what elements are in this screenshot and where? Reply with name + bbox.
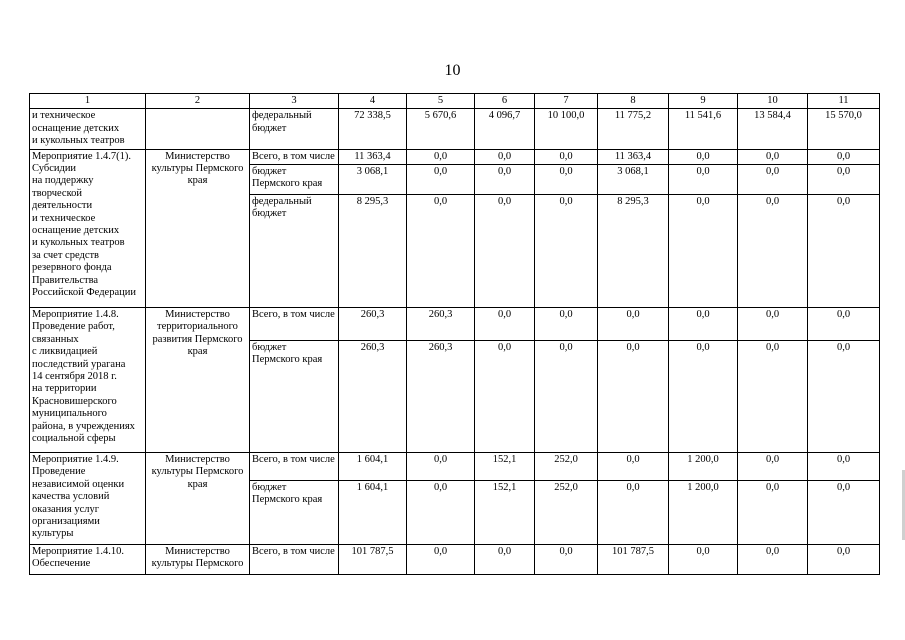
column-number: 4: [339, 94, 407, 109]
amount-cell: 0,0: [535, 195, 598, 308]
table-row: [30, 453, 880, 481]
amount-cell: 0,0: [475, 149, 535, 164]
amount-cell: 0,0: [808, 308, 880, 341]
amount-cell: 260,3: [407, 308, 475, 341]
amount-cell: 0,0: [669, 308, 738, 341]
column-number-row: [30, 94, 880, 109]
amount-cell: 1 200,0: [669, 453, 738, 481]
amount-cell: 0,0: [535, 341, 598, 453]
funding-source-cell: Всего, в том числе: [250, 545, 339, 575]
amount-cell: 0,0: [738, 481, 808, 545]
amount-cell: 0,0: [738, 149, 808, 164]
amount-cell: 0,0: [598, 308, 669, 341]
amount-cell: 152,1: [475, 481, 535, 545]
budget-table: [29, 93, 880, 575]
amount-cell: 0,0: [669, 195, 738, 308]
page-number: 10: [444, 62, 461, 79]
amount-cell: 10 100,0: [535, 109, 598, 149]
amount-cell: 0,0: [475, 308, 535, 341]
amount-cell: 0,0: [669, 165, 738, 195]
amount-cell: 0,0: [738, 308, 808, 341]
amount-cell: 0,0: [598, 341, 669, 453]
amount-cell: 0,0: [598, 481, 669, 545]
amount-cell: 0,0: [475, 195, 535, 308]
column-number: 6: [475, 94, 535, 109]
column-number: 3: [250, 94, 339, 109]
executor-cell: Министерство территориального развития Пермского края: [146, 308, 250, 453]
column-number: 10: [738, 94, 808, 109]
amount-cell: 0,0: [738, 341, 808, 453]
amount-cell: 5 670,6: [407, 109, 475, 149]
table-row: [30, 109, 880, 149]
amount-cell: 0,0: [738, 453, 808, 481]
amount-cell: 4 096,7: [475, 109, 535, 149]
column-number: 7: [535, 94, 598, 109]
amount-cell: 0,0: [669, 545, 738, 575]
amount-cell: 0,0: [808, 165, 880, 195]
amount-cell: 260,3: [407, 341, 475, 453]
amount-cell: 0,0: [669, 341, 738, 453]
amount-cell: 0,0: [808, 481, 880, 545]
table-row: [30, 308, 880, 341]
table-row: [30, 545, 880, 575]
funding-source-cell: Всего, в том числе: [250, 453, 339, 481]
amount-cell: 8 295,3: [598, 195, 669, 308]
column-number: 1: [30, 94, 146, 109]
amount-cell: 252,0: [535, 453, 598, 481]
amount-cell: 1 604,1: [339, 481, 407, 545]
executor-cell: Министерство культуры Пермского: [146, 545, 250, 575]
amount-cell: 0,0: [669, 149, 738, 164]
executor-cell: [146, 109, 250, 149]
activity-cell: Мероприятие 1.4.8. Проведение работ, связанных с ликвидацией последствий урагана 14 сентября 2018 г. на территории Красновишерского муниципального района, в учреждениях социальной сферы: [30, 308, 146, 453]
amount-cell: 11 775,2: [598, 109, 669, 149]
amount-cell: 0,0: [535, 308, 598, 341]
column-number: 5: [407, 94, 475, 109]
amount-cell: 1 604,1: [339, 453, 407, 481]
amount-cell: 0,0: [407, 545, 475, 575]
funding-source-cell: Всего, в том числе: [250, 308, 339, 341]
amount-cell: 252,0: [535, 481, 598, 545]
amount-cell: 0,0: [808, 341, 880, 453]
amount-cell: 3 068,1: [339, 165, 407, 195]
column-number: 9: [669, 94, 738, 109]
amount-cell: 260,3: [339, 308, 407, 341]
amount-cell: 0,0: [407, 165, 475, 195]
amount-cell: 0,0: [475, 165, 535, 195]
amount-cell: 11 541,6: [669, 109, 738, 149]
funding-source-cell: Всего, в том числе: [250, 149, 339, 164]
amount-cell: 0,0: [407, 195, 475, 308]
amount-cell: 0,0: [535, 149, 598, 164]
amount-cell: 15 570,0: [808, 109, 880, 149]
amount-cell: 0,0: [475, 341, 535, 453]
funding-source-cell: бюджет Пермского края: [250, 165, 339, 195]
amount-cell: 0,0: [407, 453, 475, 481]
amount-cell: 260,3: [339, 341, 407, 453]
amount-cell: 101 787,5: [598, 545, 669, 575]
amount-cell: 0,0: [535, 545, 598, 575]
executor-cell: Министерство культуры Пермского края: [146, 453, 250, 545]
executor-cell: Министерство культуры Пермского края: [146, 149, 250, 307]
amount-cell: 0,0: [808, 545, 880, 575]
amount-cell: 0,0: [738, 165, 808, 195]
amount-cell: 3 068,1: [598, 165, 669, 195]
amount-cell: 0,0: [535, 165, 598, 195]
column-number: 8: [598, 94, 669, 109]
amount-cell: 152,1: [475, 453, 535, 481]
funding-source-cell: бюджет Пермского края: [250, 481, 339, 545]
amount-cell: 0,0: [475, 545, 535, 575]
amount-cell: 0,0: [598, 453, 669, 481]
funding-source-cell: федеральный бюджет: [250, 195, 339, 308]
activity-cell: Мероприятие 1.4.10. Обеспечение: [30, 545, 146, 575]
amount-cell: 0,0: [808, 149, 880, 164]
column-number: 2: [146, 94, 250, 109]
column-number: 11: [808, 94, 880, 109]
amount-cell: 0,0: [808, 453, 880, 481]
activity-cell: Мероприятие 1.4.7(1). Субсидии на поддержку творческой деятельности и техническое оснащение детских и кукольных театров за счет средств резервного фонда Правительства Российской Федерации: [30, 149, 146, 307]
activity-cell: и техническое оснащение детских и кукольных театров: [30, 109, 146, 149]
funding-source-cell: бюджет Пермского края: [250, 341, 339, 453]
amount-cell: 0,0: [808, 195, 880, 308]
funding-source-cell: федеральный бюджет: [250, 109, 339, 149]
amount-cell: 13 584,4: [738, 109, 808, 149]
amount-cell: 72 338,5: [339, 109, 407, 149]
activity-cell: Мероприятие 1.4.9. Проведение независимой оценки качества условий оказания услуг организациями культуры: [30, 453, 146, 545]
amount-cell: 0,0: [407, 481, 475, 545]
amount-cell: 11 363,4: [339, 149, 407, 164]
table-row: [30, 149, 880, 164]
amount-cell: 0,0: [738, 195, 808, 308]
amount-cell: 0,0: [407, 149, 475, 164]
amount-cell: 8 295,3: [339, 195, 407, 308]
amount-cell: 101 787,5: [339, 545, 407, 575]
amount-cell: 1 200,0: [669, 481, 738, 545]
amount-cell: 0,0: [738, 545, 808, 575]
amount-cell: 11 363,4: [598, 149, 669, 164]
